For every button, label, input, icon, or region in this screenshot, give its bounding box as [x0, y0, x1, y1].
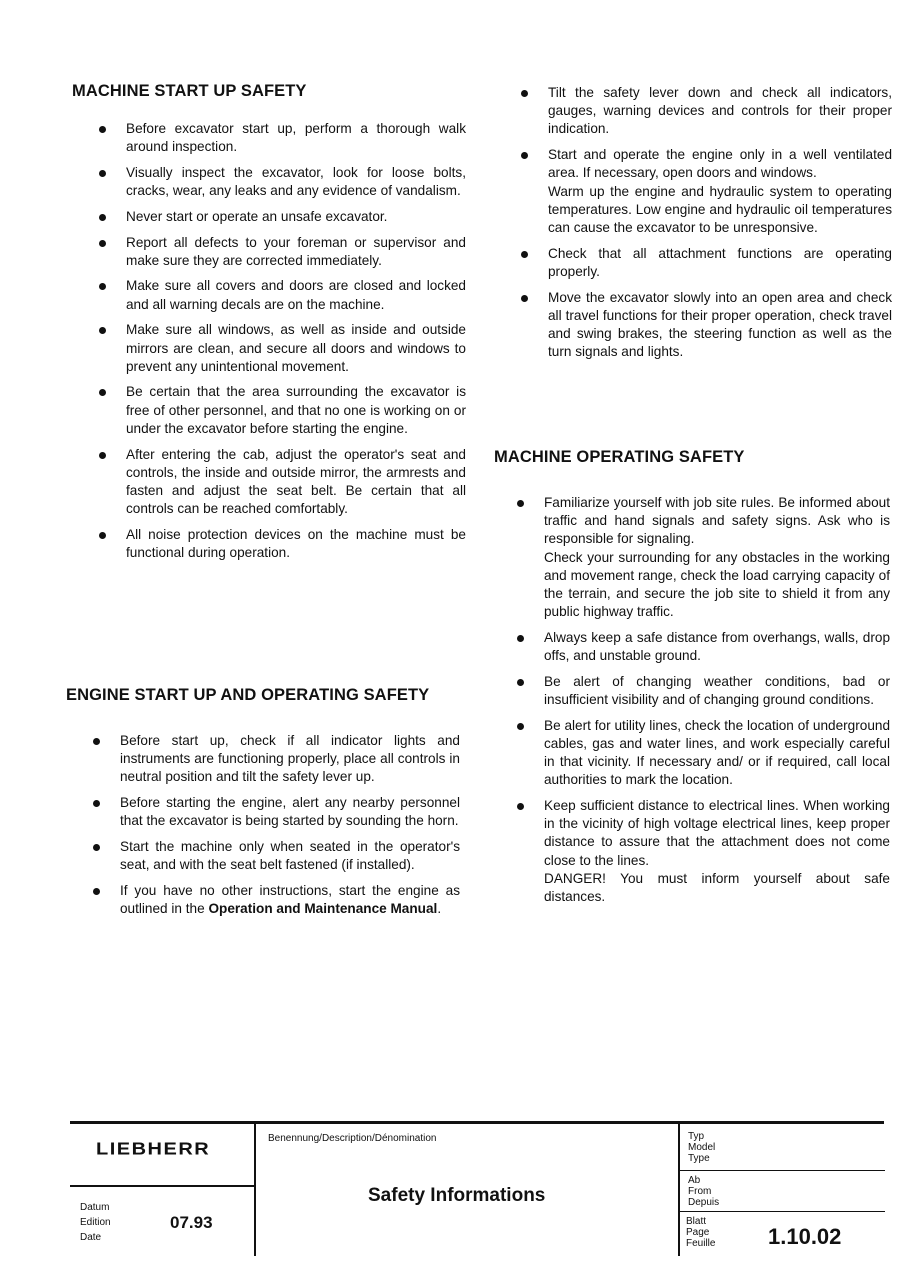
list-item-continuation: DANGER! You must inform yourself about safe distances.	[544, 870, 890, 905]
document-title: Safety Informations	[368, 1185, 546, 1206]
list-item	[514, 717, 890, 790]
list-item	[90, 882, 460, 918]
bullet-icon	[99, 389, 106, 396]
list-item-text: Before starting the engine, alert any nearby personnel that the excavator is being started by sounding the horn.	[120, 795, 460, 829]
footer-divider-right	[678, 1123, 680, 1256]
bullet-icon	[99, 126, 106, 133]
list-item-text: Report all defects to your foreman or supervisor and make sure they are corrected immediately.	[126, 234, 466, 268]
bullet-icon	[93, 738, 100, 745]
list-item-text: Always keep a safe distance from overhangs, walls, drop offs, and unstable ground.	[544, 629, 890, 664]
bullet-icon	[521, 295, 528, 302]
list-machine-start	[96, 120, 466, 570]
list-item	[514, 494, 890, 621]
list-item-text: Before excavator start up, perform a thorough walk around inspection.	[126, 121, 466, 155]
list-item-text: Start the machine only when seated in the operator's seat, and with the seat belt fastened (if installed).	[120, 839, 460, 873]
footer-row-divider-2	[680, 1211, 885, 1212]
date-label: Datum Edition Date	[80, 1202, 111, 1243]
edition-date: 07.93	[170, 1213, 213, 1232]
list-item	[518, 84, 892, 139]
footer-top-rule	[70, 1121, 884, 1124]
list-item	[96, 383, 466, 438]
list-item-text: Check that all attachment functions are operating properly.	[548, 245, 892, 279]
list-item	[96, 526, 466, 562]
bullet-icon	[93, 888, 100, 895]
list-item-text: Before start up, check if all indicator lights and instruments are functioning properly, place all controls in neutral position and tilt the safety lever up.	[120, 733, 460, 785]
heading-engine-start-up-safety: ENGINE START UP AND OPERATING SAFETY	[66, 686, 430, 704]
list-right-column	[518, 84, 892, 369]
list-item	[514, 673, 890, 709]
list-item	[90, 732, 460, 787]
list-item-continuation: Check your surrounding for any obstacles in the working and movement range, check the load carrying capacity of the terrain, and secure the job site to shield it from any public highway traffic.	[544, 549, 890, 620]
footer-divider-left	[254, 1123, 256, 1256]
list-item	[96, 120, 466, 156]
from-label: Ab From Depuis	[688, 1175, 720, 1208]
page-label: Blatt Page Feuille	[686, 1216, 716, 1249]
list-item	[90, 794, 460, 830]
bullet-icon	[517, 803, 524, 810]
bullet-icon	[99, 170, 106, 177]
list-item-text: Be alert of changing weather conditions, bad or insufficient visibility and of changing ground conditions.	[544, 673, 890, 708]
bullet-icon	[93, 800, 100, 807]
list-item-text: Visually inspect the excavator, look for loose bolts, cracks, wear, any leaks and any evidence of vandalism.	[126, 164, 466, 199]
bullet-icon	[99, 214, 106, 221]
bullet-icon	[99, 283, 106, 290]
list-item-text: All noise protection devices on the machine must be functional during operation.	[126, 526, 466, 561]
list-item	[514, 797, 890, 906]
bullet-icon	[517, 635, 524, 642]
bullet-icon	[99, 240, 106, 247]
list-item-text: Make sure all covers and doors are closed and locked and all warning decals are on the machine.	[126, 278, 466, 312]
list-item-text: Never start or operate an unsafe excavator.	[126, 208, 388, 224]
bullet-icon	[517, 679, 524, 686]
list-item-text-end: .	[437, 901, 442, 917]
list-item	[518, 245, 892, 281]
manual-reference: Operation and Maintenance Manual	[208, 901, 438, 917]
list-item	[96, 277, 466, 313]
list-item-text: Be alert for utility lines, check the location of underground cables, gas and water lines, and work especially careful in that vicinity. If necessary and/ or if required, call local authorities to mark the location.	[544, 717, 890, 788]
list-item-text: Be certain that the area surrounding the excavator is free of other personnel, and that no one is working on or under the excavator before starting the engine.	[126, 384, 466, 436]
page-number: 1.10.02	[768, 1224, 842, 1249]
list-item	[96, 164, 466, 200]
description-label: Benennung/Description/Dénomination	[268, 1133, 437, 1144]
list-item	[518, 289, 892, 362]
bullet-icon	[521, 251, 528, 258]
liebherr-logo: LIEBHERR	[96, 1139, 211, 1159]
heading-machine-start-up-safety: MACHINE START UP SAFETY	[72, 82, 307, 100]
list-item	[96, 234, 466, 270]
list-item	[96, 321, 466, 376]
list-item	[518, 146, 892, 237]
bullet-icon	[99, 327, 106, 334]
list-machine-operating	[514, 494, 890, 914]
list-item-text: Make sure all windows, as well as inside and outside mirrors are clean, and secure all doors and windows to prevent any unintentional movement.	[126, 322, 466, 374]
bullet-icon	[521, 90, 528, 97]
footer-row-divider-1	[680, 1170, 885, 1171]
list-item	[96, 446, 466, 519]
bullet-icon	[521, 152, 528, 159]
heading-machine-operating-safety: MACHINE OPERATING SAFETY	[494, 448, 745, 466]
bullet-icon	[99, 452, 106, 459]
list-item-text: Tilt the safety lever down and check all indicators, gauges, warning devices and controls for their proper indication.	[548, 85, 892, 137]
list-item	[90, 838, 460, 874]
model-label: Typ Model Type	[688, 1131, 716, 1164]
footer-logo-divider	[70, 1185, 254, 1187]
list-item	[514, 629, 890, 665]
bullet-icon	[517, 723, 524, 730]
list-item-text: Move the excavator slowly into an open area and check all travel functions for their proper operation, check travel and swing brakes, the steering function as well as the turn signals and lights.	[548, 289, 892, 360]
list-item	[96, 208, 466, 226]
bullet-icon	[99, 532, 106, 539]
list-item-text: Keep sufficient distance to electrical lines. When working in the vicinity of high voltage electrical lines, keep proper distance to assure that the attachment does not come close to the lines.	[544, 798, 890, 868]
bullet-icon	[517, 500, 524, 507]
list-item-text: After entering the cab, adjust the operator's seat and controls, the inside and outside mirror, the armrests and fasten and adjust the seat belt. Be certain that all controls can be reached comfortably.	[126, 446, 466, 517]
list-engine-start	[90, 732, 460, 926]
list-item-text: Start and operate the engine only in a well ventilated area. If necessary, open doors and windows.	[548, 147, 892, 181]
list-item-text: If you have no other instructions, start the engine as outlined in the	[120, 882, 460, 917]
list-item-text: Familiarize yourself with job site rules. Be informed about traffic and hand signals and safety signs. Ask who is responsible for signaling.	[544, 495, 890, 547]
list-item-continuation: Warm up the engine and hydraulic system to operating temperatures. Low engine and hydraulic oil temperatures can cause the excavator to be unresponsive.	[548, 183, 892, 235]
bullet-icon	[93, 844, 100, 851]
